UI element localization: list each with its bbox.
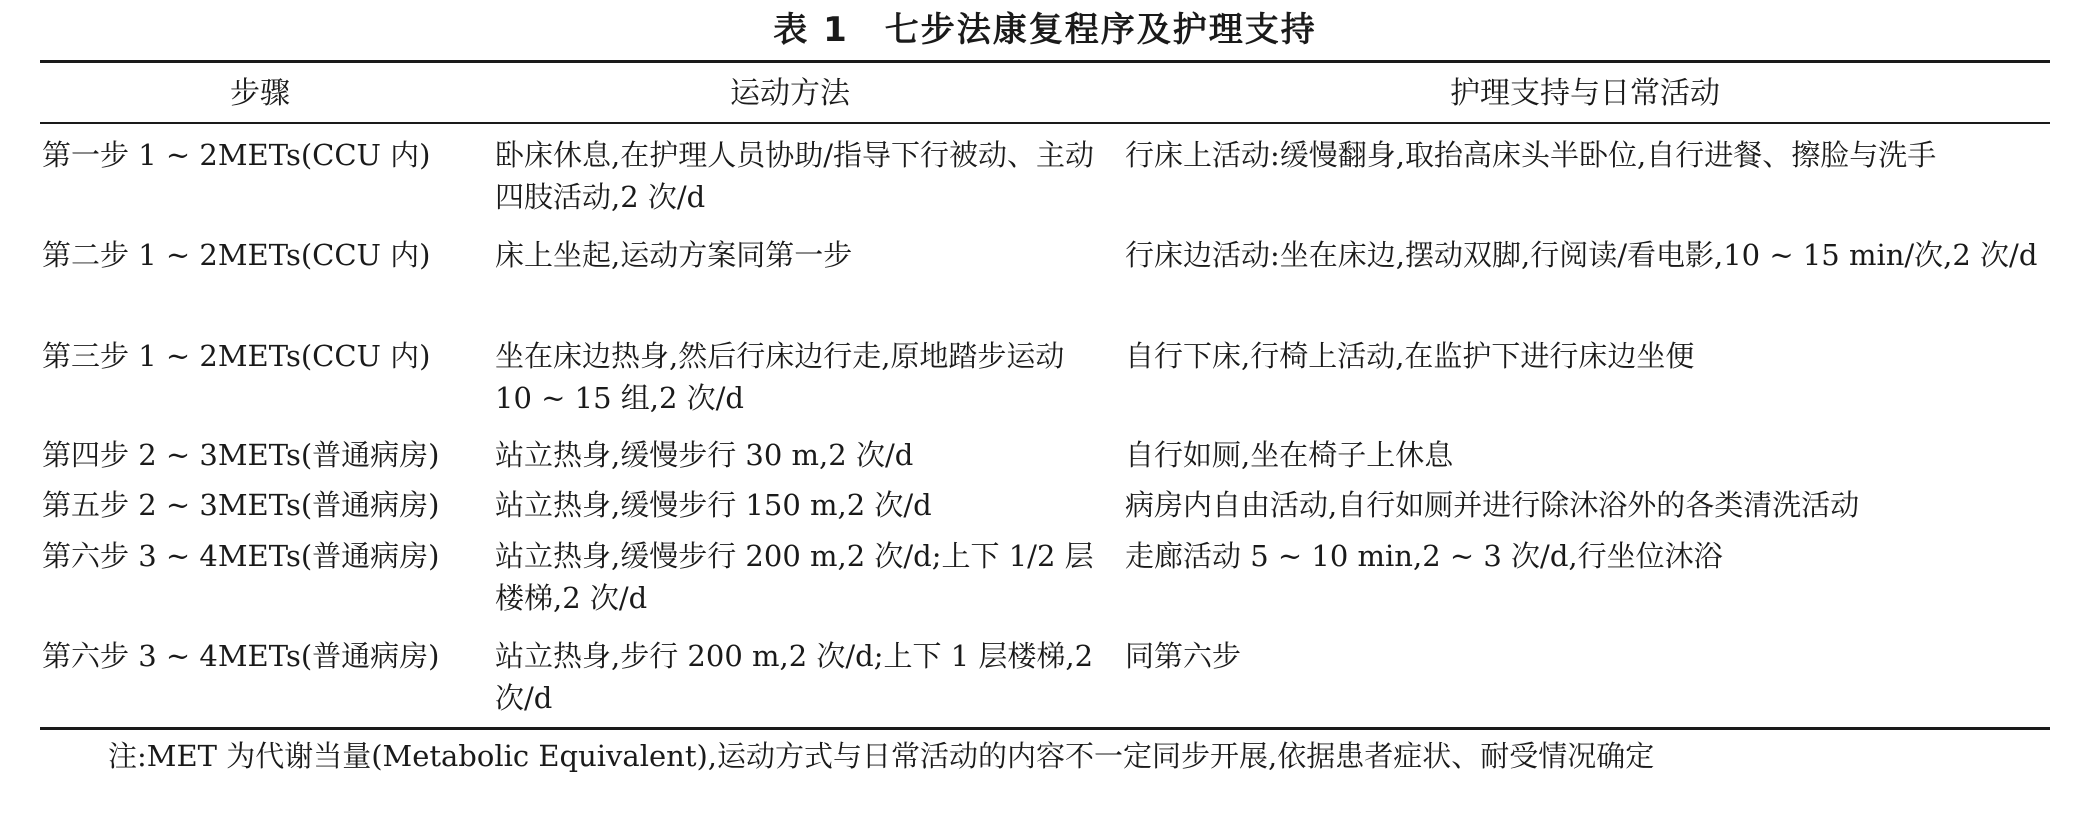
method-cell: 站立热身,缓慢步行 150 m,2 次/d bbox=[495, 488, 932, 522]
method-cell: 坐在床边热身,然后行床边行走,原地踏步运动 10 ~ 15 组,2 次/d bbox=[495, 339, 1065, 415]
step-cell: 第六步 3 ~ 4METs(普通病房) bbox=[42, 639, 440, 673]
method-cell: 站立热身,缓慢步行 30 m,2 次/d bbox=[495, 438, 914, 472]
step-cell: 第三步 1 ~ 2METs(CCU 内) bbox=[42, 339, 431, 373]
method-cell: 站立热身,缓慢步行 200 m,2 次/d;上下 1/2 层楼梯,2 次/d bbox=[495, 539, 1094, 615]
care-cell: 行床边活动:坐在床边,摆动双脚,行阅读/看电影,10 ~ 15 min/次,2 次/d bbox=[1125, 238, 2038, 272]
header-care: 护理支持与日常活动 bbox=[1450, 76, 1720, 111]
step-cell: 第二步 1 ~ 2METs(CCU 内) bbox=[42, 238, 431, 272]
method-cell: 卧床休息,在护理人员协助/指导下行被动、主动四肢活动,2 次/d bbox=[495, 138, 1094, 214]
method-cell: 床上坐起,运动方案同第一步 bbox=[495, 238, 853, 272]
care-cell: 走廊活动 5 ~ 10 min,2 ~ 3 次/d,行坐位沐浴 bbox=[1125, 539, 1723, 573]
care-cell: 自行如厕,坐在椅子上休息 bbox=[1125, 438, 1454, 472]
table-top-rule bbox=[40, 60, 2050, 63]
table-note: 注:MET 为代谢当量(Metabolic Equivalent),运动方式与日常活动的内容不一定同步开展,依据患者症状、耐受情况确定 bbox=[108, 739, 1655, 773]
header-method: 运动方法 bbox=[730, 76, 850, 111]
step-cell: 第六步 3 ~ 4METs(普通病房) bbox=[42, 539, 440, 573]
care-cell: 同第六步 bbox=[1125, 639, 1242, 673]
table-header-rule bbox=[40, 122, 2050, 124]
care-cell: 自行下床,行椅上活动,在监护下进行床边坐便 bbox=[1125, 339, 1695, 373]
care-cell: 行床上活动:缓慢翻身,取抬高床头半卧位,自行进餐、擦脸与洗手 bbox=[1125, 138, 1937, 172]
step-cell: 第四步 2 ~ 3METs(普通病房) bbox=[42, 438, 440, 472]
header-step: 步骤 bbox=[230, 76, 290, 111]
method-cell: 站立热身,步行 200 m,2 次/d;上下 1 层楼梯,2 次/d bbox=[495, 639, 1094, 715]
table-bottom-rule bbox=[40, 727, 2050, 730]
table-title: 表 1 七步法康复程序及护理支持 bbox=[773, 10, 1317, 50]
care-cell: 病房内自由活动,自行如厕并进行除沐浴外的各类清洗活动 bbox=[1125, 488, 1860, 522]
step-cell: 第一步 1 ~ 2METs(CCU 内) bbox=[42, 138, 431, 172]
step-cell: 第五步 2 ~ 3METs(普通病房) bbox=[42, 488, 440, 522]
